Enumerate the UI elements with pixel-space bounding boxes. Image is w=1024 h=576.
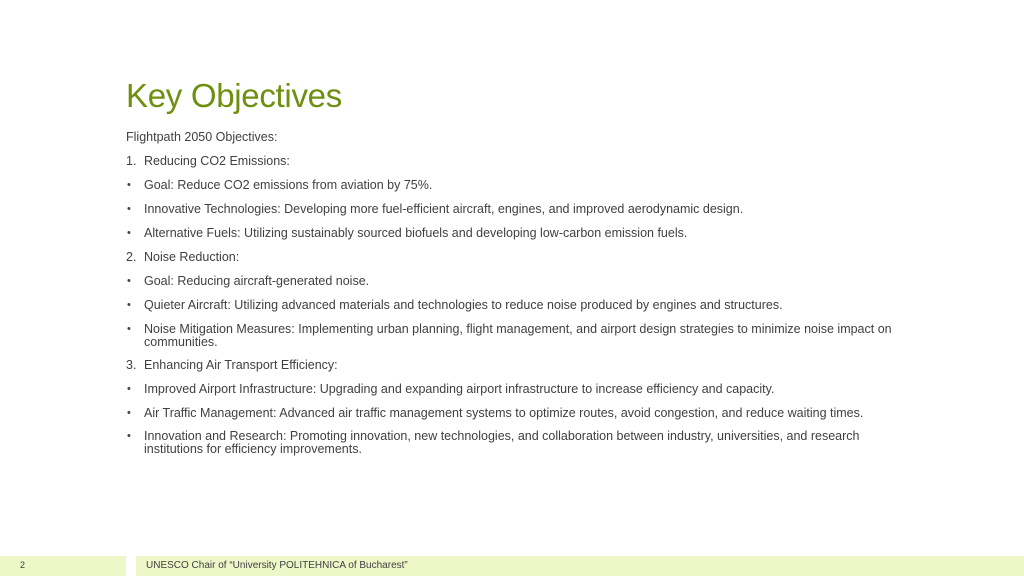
list-item-text: Noise Mitigation Measures: Implementing urban planning, flight management, and airport design strategies to minimize noise impact on communities. <box>144 322 892 349</box>
section-heading <box>126 251 906 264</box>
bullet-icon: • <box>127 227 131 239</box>
list-item-text: Air Traffic Management: Advanced air traffic management systems to optimize routes, avoid congestion, and reduce waiting times. <box>144 406 864 420</box>
list-item <box>126 383 906 396</box>
section-heading-text: Reducing CO2 Emissions: <box>144 154 290 168</box>
list-item-text: Goal: Reduce CO2 emissions from aviation by 75%. <box>144 178 433 192</box>
bullet-icon: • <box>127 203 131 215</box>
bullet-icon: • <box>127 383 131 395</box>
list-item <box>126 323 906 349</box>
section-number: 2. <box>126 250 137 264</box>
page-number: 2 <box>20 560 26 570</box>
list-item <box>126 227 906 240</box>
section-heading <box>126 359 906 372</box>
list-item <box>126 407 906 420</box>
bullet-icon: • <box>127 299 131 311</box>
footer-bar <box>136 556 1024 576</box>
intro-text: Flightpath 2050 Objectives: <box>126 130 278 144</box>
slide-title: Key Objectives <box>126 77 342 114</box>
list-item-text: Innovation and Research: Promoting innovation, new technologies, and collaboration between industry, universities, and research institutions for efficiency improvements. <box>144 429 860 456</box>
slide-content <box>126 131 906 466</box>
bullet-icon: • <box>127 275 131 287</box>
list-item <box>126 430 906 456</box>
bullet-icon: • <box>127 323 131 335</box>
bullet-icon: • <box>127 179 131 191</box>
section-heading-text: Noise Reduction: <box>144 250 240 264</box>
section-heading-text: Enhancing Air Transport Efficiency: <box>144 358 338 372</box>
list-item-text: Improved Airport Infrastructure: Upgrading and expanding airport infrastructure to increase efficiency and capacity. <box>144 382 775 396</box>
footer-text: UNESCO Chair of “University POLITEHNICA of Bucharest” <box>146 560 408 571</box>
section-number: 3. <box>126 358 137 372</box>
list-item <box>126 299 906 312</box>
bullet-icon: • <box>127 407 131 419</box>
bullet-icon: • <box>127 430 131 442</box>
list-item-text: Innovative Technologies: Developing more fuel-efficient aircraft, engines, and improved aerodynamic design. <box>144 202 744 216</box>
list-item-text: Alternative Fuels: Utilizing sustainably sourced biofuels and developing low-carbon emission fuels. <box>144 226 688 240</box>
list-item-text: Quieter Aircraft: Utilizing advanced materials and technologies to reduce noise produced by engines and structures. <box>144 298 783 312</box>
footer-page-box <box>0 556 126 576</box>
list-item-text: Goal: Reducing aircraft-generated noise. <box>144 274 370 288</box>
list-item <box>126 203 906 216</box>
list-item <box>126 275 906 288</box>
section-number: 1. <box>126 154 137 168</box>
list-item <box>126 179 906 192</box>
section-heading <box>126 155 906 168</box>
